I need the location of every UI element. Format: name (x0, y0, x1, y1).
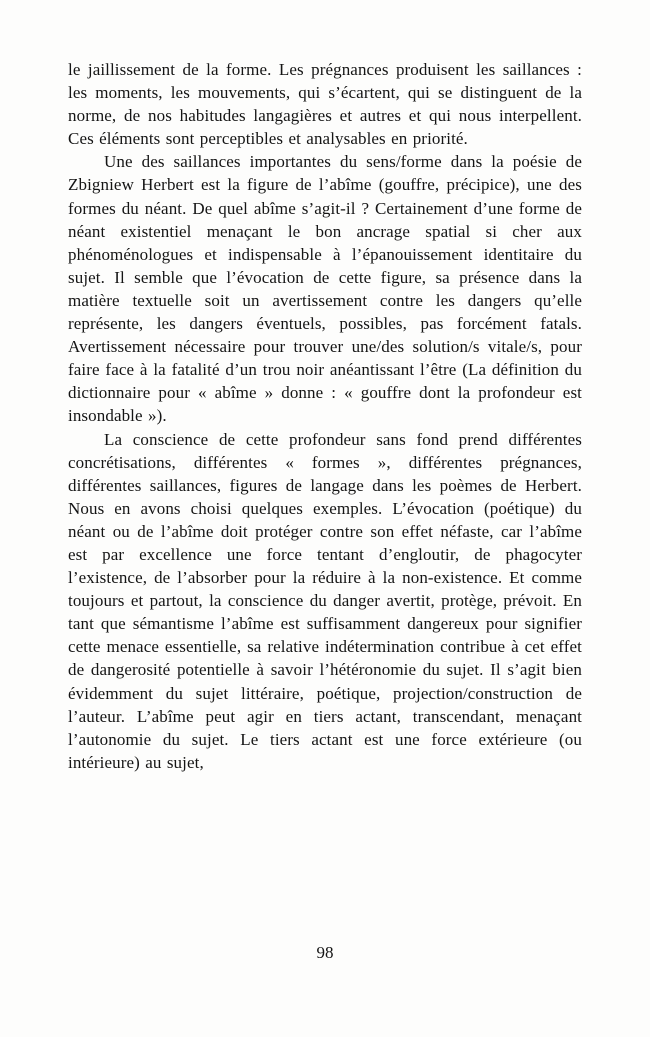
body-paragraph-3: La conscience de cette profondeur sans fond prend différentes concrétisations, différentes « formes », différentes prégnances, différentes saillances, figures de langage dans les poèmes de Herbert. Nous en avons choisi quelques exemples. L’évocation (poétique) du néant ou de l’abîme doit protéger contre son effet néfaste, car l’abîme est par excellence une force tentant d’engloutir, de phagocyter l’existence, de l’absorber pour la réduire à la non-existence. Et comme toujours et partout, la conscience du danger avertit, protège, prévoit. En tant que sémantisme l’abîme est suffisamment dangereux pour signifier cette menace essentielle, sa relative indétermination contribue à cet effet de dangerosité potentielle à savoir l’hétéronomie du sujet. Il s’agit bien évidemment du sujet littéraire, poétique, projection/construction de l’auteur. L’abîme peut agir en tiers actant, transcendant, menaçant l’autonomie du sujet. Le tiers actant est une force extérieure (ou intérieure) au sujet, (68, 429, 582, 772)
page-number: 98 (316, 943, 334, 962)
body-paragraph-2: Une des saillances importantes du sens/forme dans la poésie de Zbigniew Herbert est la figure de l’abîme (gouffre, précipice), une des formes du néant. De quel abîme s’agit-il ? Certainement d’une forme de néant existentiel menaçant le bon ancrage spatial si cher aux phénoménologues et indispensable à l’épanouissement identitaire du sujet. Il semble que l’évocation de cette figure, sa présence dans la matière textuelle soit un avertissement contre les dangers qu’elle représente, les dangers éventuels, possibles, pas forcément fatals. Avertissement nécessaire pour trouver une/des solution/s vitale/s, pour faire face à la fatalité d’un trou noir anéantissant l’être (La définition du dictionnaire pour « abîme » donne : « gouffre dont la profondeur est insondable »). (68, 152, 582, 426)
page-text-block (68, 58, 582, 774)
body-paragraph-1: le jaillissement de la forme. Les prégnances produisent les saillances : les moments, les mouvements, qui s’écartent, qui se distinguent de la norme, de nos habitudes langagières et autres et qui nous interpellent. Ces éléments sont perceptibles et analysables en priorité. (68, 60, 582, 149)
